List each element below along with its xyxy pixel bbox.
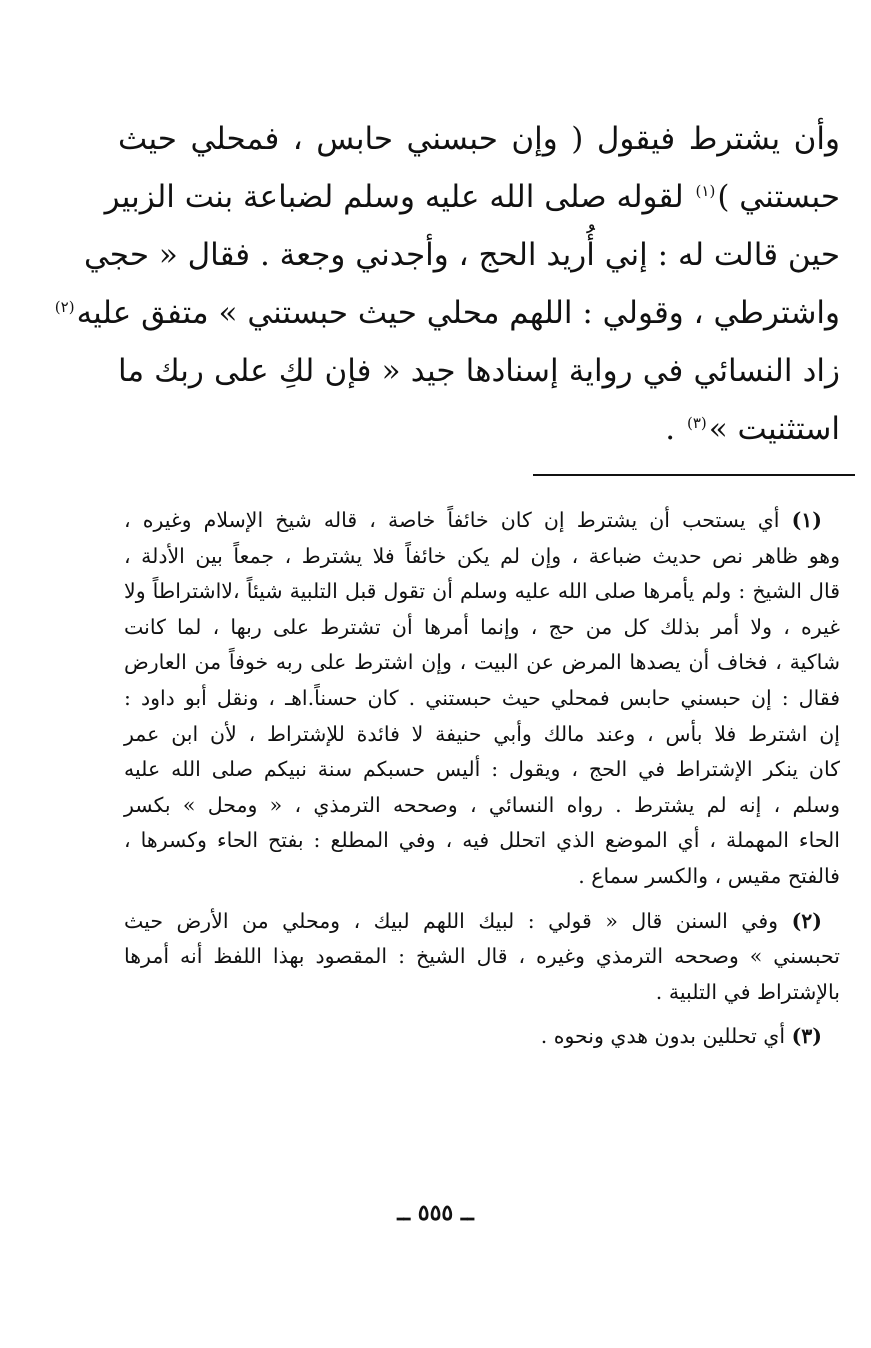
main-line bbox=[104, 168, 840, 226]
footnote-line: وسلم ، إنه لم يشترط . رواه النسائي ، وصححه الترمذي ، « ومحل » بكسر bbox=[124, 792, 840, 817]
main-line: زاد النسائي في رواية إسنادها جيد « فإن لكِ على ربك ما bbox=[118, 353, 840, 389]
footnote-3 bbox=[124, 1019, 840, 1055]
main-line: وأن يشترط فيقول ( وإن حبسني حابس ، فمحلي حيث bbox=[118, 121, 840, 157]
footnote-2 bbox=[124, 904, 840, 1011]
page-number: ــ ٥٥٥ ــ bbox=[397, 1200, 474, 1226]
footnote-text: أي تحللين بدون هدي ونحوه . bbox=[540, 1024, 786, 1049]
main-line-segment: استثنيت » bbox=[708, 411, 840, 447]
footnote-line bbox=[124, 503, 840, 539]
main-line: حين قالت له : إني أُريد الحج ، وأجدني وجعة . فقال « حجي bbox=[83, 237, 840, 273]
footnote-line: فالفتح مقيس ، والكسر سماع . bbox=[578, 863, 840, 888]
footnote-text: وفي السنن قال « قولي : لبيك اللهم لبيك ، ومحلي من الأرض حيث bbox=[124, 908, 779, 933]
footnote-line: الحاء المهملة ، أي الموضع الذي اتحلل فيه ، وفي المطلع : بفتح الحاء وكسرها ، bbox=[124, 828, 840, 853]
main-line-segment: واشترطي ، وقولي : اللهم محلي حيث حبستني » متفق عليه bbox=[76, 295, 840, 331]
footnote-line: فقال : إن حبسني حابس فمحلي حيث حبستني . كان حسناً.اهـ ، ونقل أبو داود : bbox=[124, 685, 840, 710]
main-line-segment: حبستني ) bbox=[717, 179, 840, 215]
footnote-line: تحبسني » وصححه الترمذي وغيره ، قال الشيخ : المقصود بهذا اللفظ أنه أمرها bbox=[124, 944, 840, 969]
footnote-1 bbox=[124, 503, 840, 895]
main-line-segment: لقوله صلى الله عليه وسلم لضباعة بنت الزبير bbox=[104, 179, 684, 215]
footnote-marker: (١) bbox=[695, 181, 716, 200]
footnote-line bbox=[124, 904, 840, 940]
footnote-line: بالإشتراط في التلبية . bbox=[655, 979, 840, 1004]
footnote-line: شاكية ، فخاف أن يصدها المرض عن البيت ، وإن اشترط على ربه خوفاً من العارض bbox=[124, 650, 840, 675]
footnote-line: غيره ، ولا أمر بذلك كل من حج ، وإنما أمرها أن تشترط على ربها ، لما كانت bbox=[124, 614, 840, 639]
footnote-line: وهو ظاهر نص حديث ضباعة ، وإن لم يكن خائفاً فلا يشترط ، جمعاً بين الأدلة ، bbox=[124, 543, 840, 568]
footnote-separator bbox=[533, 474, 855, 476]
footnote-marker: (٣) bbox=[686, 413, 707, 432]
main-line bbox=[54, 284, 840, 342]
footnote-text: أي يستحب أن يشترط إن كان خائفاً خاصة ، قاله شيخ الإسلام وغيره ، bbox=[124, 508, 780, 532]
footnote-number: (٢) bbox=[791, 908, 822, 933]
main-line-end: . bbox=[665, 411, 676, 447]
footnote-line: كان ينكر الإشتراط في الحج ، ويقول : أليس حسبكم سنة نبيكم صلى الله عليه bbox=[124, 757, 840, 782]
footnotes bbox=[124, 503, 840, 1064]
footnote-number: (١) bbox=[791, 508, 822, 532]
footnote-line: إن اشترط فلا بأس ، وعند مالك وأبي حنيفة لا فائدة للإشتراط ، لأن ابن عمر bbox=[124, 721, 840, 746]
footnote-line: قال الشيخ : ولم يأمرها صلى الله عليه وسلم أن تقول قبل التلبية شيئاً ،لااشتراطاً ولا bbox=[124, 579, 840, 604]
footnote-line bbox=[124, 1019, 840, 1055]
main-line bbox=[118, 400, 840, 458]
footnote-number: (٣) bbox=[791, 1024, 822, 1049]
footnote-marker: (٢) bbox=[54, 297, 75, 316]
main-text bbox=[54, 110, 840, 458]
